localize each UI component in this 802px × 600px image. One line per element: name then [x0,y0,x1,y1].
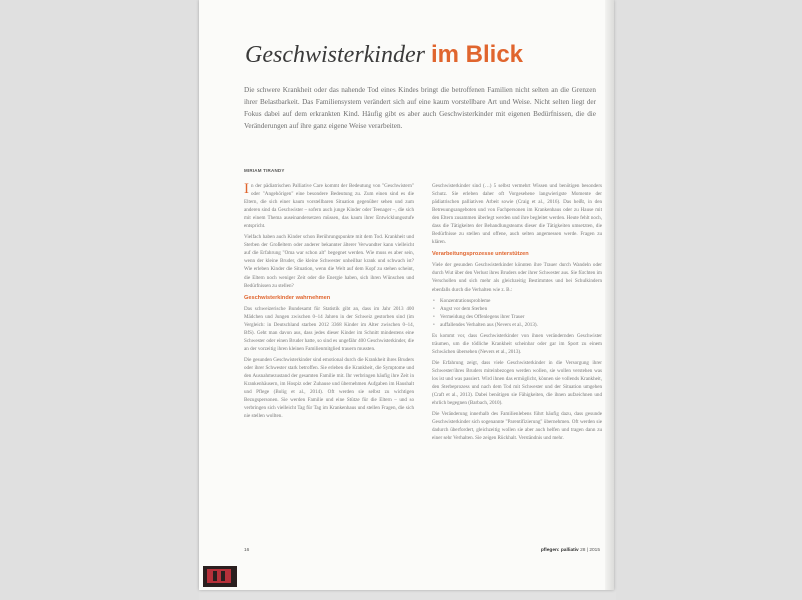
paragraph: Geschwisterkinder sind (…) 5 selbst vermehrt Wissen und benötigen besonders Schutz. Sie erleben daher oft Vorgesehene langwierigste Momente der pädiatrischen palliativen Arbeit sowie (Craig et al., 2016). Das heißt, in den Betreuungsangeboten und von Fachpersonen im Krankenhaus oder zu Hause mit den Eltern zusammen überlegt werden und ihre begleitet werden. Heute fehlt noch, dass die Tätigkeiten der Behandlungsteams dieser die Tätigkeiten umsetzten, die Bedürfnisse zu stellen und offene, auch selten angemessen werde. Fragen zu klären. [432,183,602,246]
background-right [616,0,802,600]
journal-issue: 28 | 2015 [580,548,600,553]
page-tab-mark [213,571,217,581]
paragraph [244,182,414,230]
journal-name: pflegen: palliativ [540,548,579,553]
title-part-1: Geschwisterkinder [245,42,425,68]
title-part-2: im Blick [430,41,524,68]
list-item: • Konzentrationsprobleme [432,297,602,305]
section-heading: Verarbeitungsprozesse unterstützen [432,251,529,258]
list-item: • Vermeidung des Offenlegens ihrer Trauer [432,313,602,321]
paragraph: Die gesunden Geschwisterkinder sind emotional durch die Krankheit ihres Bruders oder ihrer Schwester stark betroffen. Sie erleben die Krankheit, die Symptome und den Ausnahmezustand der gesamten Familie mit. Ihr verbringen häufig ihre Zeit in Krankenhäusern, im Hospiz oder Zuhause und übernehmen Aufgaben im Haushalt und Pflege (Bolig et al., 2014). Oft werden sie selbst zu wichtigen Bezugspersonen. Sie werden Familie und eine Stütze für die Eltern – und so verbringen sich vielleicht Tag für Tag im Krankenhaus und stellen Fragen, die sich nie stellen wollten. [244,356,414,420]
drop-cap: I [244,181,249,197]
page-tab-fill [207,569,231,583]
text-column-left [244,182,414,423]
article-author: MIRIAM TIRANDY [244,168,285,173]
list-item: • auffallendes Verhalten aus (Nevers et al., 2013). [432,321,602,329]
bullet-list [432,297,602,329]
page-tab-marker [203,566,237,587]
page-tab-mark [221,571,225,581]
article-intro: Die schwere Krankheit oder das nahende Tod eines Kindes bringt die betroffenen Familien nicht selten an die Grenzen ihrer Belastbarkeit. Das Familiensystem verändert sich auf eine kaum vorstellbare Art und Weise. Nicht selten liegt der Fokus dabei auf dem erkrankten Kind. Häufig gibt es aber auch Geschwisterkinder mit eigenen Bedürfnissen, die die Veränderungen auf ihre ganz eigene Weise verarbeiten. [244,86,596,130]
text-column-right [432,182,602,445]
magazine-page [199,0,614,590]
background-left [0,0,199,600]
paragraph-text: n der pädiatrischen Palliative Care kommt der Bedeutung von "Geschwistern" oder "Angehörigen" eine besondere Bedeutung zu. Zum einen sind es die Eltern, die sich einer kaum vorstellbaren Situation gegenüber sehen und zum anderen sind da Geschwister – sofern auch junge Kinder oder Teenager –, die sich mit einem Thema auseinandersetzen müssen, das kaum ihrer Entwicklungsstufe entspricht. [244,183,414,230]
journal-footer [541,548,600,553]
paragraph: Vielfach haben auch Kinder schon Berührungspunkte mit dem Tod. Krankheit und Sterben der Großeltern oder anderer bekannter älterer Verwandter kann vielleicht auf die Erfahrung "Oma war schon alt" begegnet werden. Wie muss es aber sein, wenn der kleine Bruder, die kleine Schwester unheilbar krank und schwach ist? Wie erleben Kinder die Situation, wenn die Welt auf dem Kopf zu stehen scheint, die Eltern noch weniger Zeit oder die Energie haben, sich ihren Wünschen und Bedürfnissen zu stellen? [244,234,414,289]
page-number: 16 [244,548,250,553]
page-edge [605,0,614,590]
article-title [245,41,523,69]
paragraph: Viele der gesunden Geschwisterkinder könnten ihre Trauer durch Wandeln oder durch Wut über den Verlust ihres Bruders oder ihrer Schwester aus. Sie fürchten im Verschollen und sich mehr als gleichzeitig Bestimmtes und bei Schulkindern ebenfalls durch die Verhalten wie z. B.: [432,262,602,293]
paragraph: Die Erfahrung zeigt, dass viele Geschwisterkinder in die Versorgung ihrer Schwester/ihres Bruders miteinbezogen werden wollen, sie wollen verstehen was los ist und was passiert. Wird ihnen das ermöglicht, können sie vollends Krankheit, den Sterbeprozess und nach dem Tod mit Schwester und der Situation umgehen (Craft et al., 2013). Dabei benötigen sie Fähigkeiten, die ihnen aufzeichnen und ehrlich begegnen (Barbach, 2010). [432,359,602,407]
section-heading: Geschwisterkinder wahrnehmen [244,294,331,301]
paragraph: Das schweizerische Bundesamt für Statistik gibt an, dass im Jahr 2013 400 Mädchen und Jungen zwischen 0–14 Jahren in der Schweiz gestorben sind (im Vergleich: in Deutschland starben 2012 3368 Kinder im Alter zwischen 0–14, BfS). Geht man davon aus, dass jedes dieser Kinder im Schnitt mindestens eine Schwester oder einen Bruder hatte, so sind es ungefähr 400 Geschwisterkinder, die an der vorzeitig ihren kleinen Familienmitglied trauern mussten. [244,305,414,352]
paragraph: Es kommt vor, dass Geschwisterkinder von ihnen verändernden Geschwister träumen, um die tödliche Krankheit scheinbar oder gar im Sport zu einem Schwächen übersehen (Nevers et al., 2013). [432,332,602,355]
list-item: • Angst vor dem Sterben [432,305,602,313]
paragraph: Die Veränderung innerhalb des Familienlebens führt häufig dazu, dass gesunde Geschwisterkinder sich sogenannte "Parentifizierung" übernehmen. Oft werden sie dadurch überfordert, gleichzeitig wollen sie aber auch helfen und tragen dann zu einer sehr Verhalten. Sie zeigen Rückhalt. Verständnis und mehr. [432,411,602,442]
